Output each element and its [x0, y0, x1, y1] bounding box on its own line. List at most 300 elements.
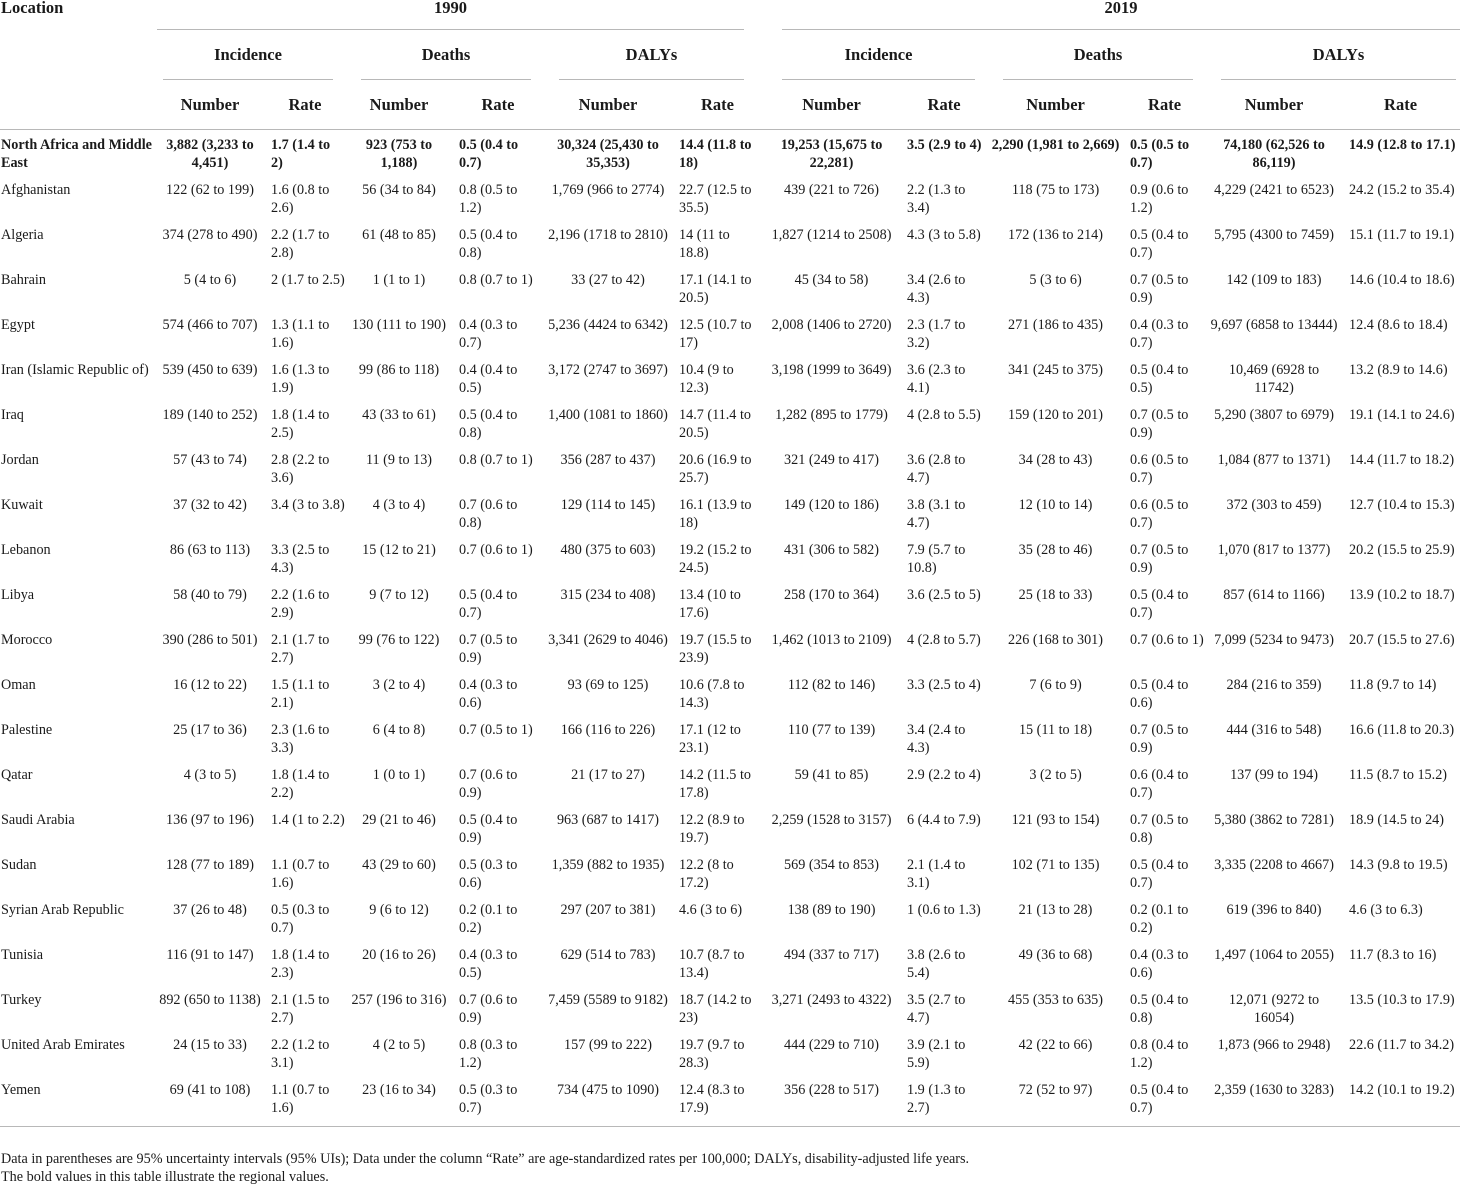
number-cell: 892 (650 to 1138)	[159, 991, 261, 1008]
number-cell: 61 (48 to 85)	[362, 226, 436, 243]
table-row	[0, 715, 1460, 760]
number-cell: 12,071 (9272 to 16054)	[1228, 991, 1320, 1026]
rate-cell: 0.5 (0.3 to 0.7)	[271, 901, 330, 936]
table-row	[0, 310, 1460, 355]
number-cell: 99 (76 to 122)	[358, 631, 440, 648]
number-cell: 574 (466 to 707)	[162, 316, 258, 333]
rate-cell: 14.9 (12.8 to 17.1)	[1349, 137, 1456, 153]
rate-cell: 2.9 (2.2 to 4)	[907, 766, 981, 783]
table-row	[0, 625, 1460, 670]
number-cell: 74,180 (62,526 to 86,119)	[1223, 137, 1325, 171]
rate-cell: 3.4 (2.6 to 4.3)	[907, 271, 966, 306]
number-cell: 539 (450 to 639)	[162, 361, 258, 378]
number-cell: 356 (287 to 437)	[560, 451, 656, 468]
number-cell: 43 (29 to 60)	[362, 856, 436, 873]
number-cell: 23 (16 to 34)	[347, 1075, 451, 1127]
rate-cell: 1.6 (1.3 to 1.9)	[271, 361, 330, 396]
number-cell: 3,172 (2747 to 3697)	[548, 361, 668, 378]
rate-cell: 3.4 (2.4 to 4.3)	[907, 721, 966, 756]
number-cell: 4 (3 to 4)	[372, 496, 426, 513]
rate-cell: 2.1 (1.5 to 2.7)	[271, 991, 330, 1026]
rate-cell: 0.5 (0.4 to 0.9)	[459, 811, 518, 846]
rate-cell: 0.7 (0.5 to 0.8)	[1130, 811, 1189, 846]
rate-cell: 7.9 (5.7 to 10.8)	[907, 541, 966, 576]
rate-cell: 13.9 (10.2 to 18.7)	[1349, 586, 1455, 603]
number-cell: 138 (89 to 190)	[787, 901, 876, 918]
rate-cell: 0.7 (0.5 to 0.9)	[1130, 541, 1189, 576]
year-1990-label: 1990	[157, 0, 744, 30]
rate-cell: 0.9 (0.6 to 1.2)	[1130, 181, 1189, 216]
rate-cell: 14.3 (9.8 to 19.5)	[1349, 856, 1448, 873]
rate-cell: 16.1 (13.9 to 18)	[679, 496, 752, 531]
number-cell: 390 (286 to 501)	[162, 631, 258, 648]
number-cell: 857 (614 to 1166)	[1223, 586, 1325, 603]
rate-cell: 18.9 (14.5 to 24)	[1349, 811, 1445, 828]
number-cell: 5 (4 to 6)	[183, 271, 237, 288]
rate-cell: 13.5 (10.3 to 17.9)	[1349, 991, 1455, 1008]
subheader-number: Number	[764, 80, 899, 130]
number-cell: 1,084 (877 to 1371)	[1217, 451, 1331, 468]
table-body	[0, 130, 1460, 1127]
rate-cell: 10.7 (8.7 to 13.4)	[679, 946, 745, 981]
number-cell: 19,253 (15,675 to 22,281)	[780, 137, 883, 171]
number-cell: 3,335 (2208 to 4667)	[1214, 856, 1334, 873]
number-cell: 734 (475 to 1090)	[545, 1075, 671, 1127]
number-cell: 25 (17 to 36)	[173, 721, 247, 738]
rate-cell: 0.6 (0.5 to 0.7)	[1130, 496, 1189, 531]
rate-cell: 14.6 (10.4 to 18.6)	[1349, 271, 1455, 288]
table-row	[0, 580, 1460, 625]
location-cell: Afghanistan	[1, 181, 71, 198]
number-cell: 99 (86 to 118)	[358, 361, 440, 378]
footnote-line-2: The bold values in this table illustrate the regional values.	[1, 1169, 329, 1185]
number-cell: 137 (99 to 194)	[1230, 766, 1318, 783]
number-cell: 444 (229 to 710)	[784, 1036, 880, 1053]
rate-cell: 12.5 (10.7 to 17)	[679, 316, 752, 351]
number-cell: 356 (228 to 517)	[764, 1075, 899, 1127]
rate-cell: 4 (2.8 to 5.5)	[907, 406, 981, 423]
rate-cell: 1.3 (1.1 to 1.6)	[271, 316, 330, 351]
number-cell: 15 (12 to 21)	[362, 541, 436, 558]
location-cell: Iraq	[1, 406, 24, 423]
number-cell: 172 (136 to 214)	[1008, 226, 1104, 243]
number-cell: 42 (22 to 66)	[1018, 1036, 1093, 1053]
rate-cell: 2.2 (1.6 to 2.9)	[271, 586, 330, 621]
rate-cell: 3.6 (2.3 to 4.1)	[907, 361, 966, 396]
number-cell: 49 (36 to 68)	[1018, 946, 1093, 963]
number-cell: 374 (278 to 490)	[162, 226, 258, 243]
subheader-number: Number	[347, 80, 451, 130]
rate-cell: 11.8 (9.7 to 14)	[1349, 676, 1437, 693]
measure-label: Incidence	[782, 30, 975, 80]
year-header-1990	[157, 0, 764, 30]
number-cell: 619 (396 to 840)	[1226, 901, 1322, 918]
number-cell: 112 (82 to 146)	[787, 676, 876, 693]
measure-header-incidence-1990	[157, 30, 347, 80]
number-cell: 431 (306 to 582)	[784, 541, 880, 558]
rate-cell: 6 (4.4 to 7.9)	[907, 811, 981, 828]
rate-cell: 0.8 (0.5 to 1.2)	[459, 181, 518, 216]
rate-cell: 4.3 (3 to 5.8)	[907, 226, 981, 243]
subheader-number: Number	[1207, 80, 1341, 130]
rate-cell: 10.4 (9 to 12.3)	[679, 361, 734, 396]
year-header-2019	[764, 0, 1460, 30]
measure-label: Deaths	[1003, 30, 1193, 80]
rate-cell: 2.1 (1.7 to 2.7)	[271, 631, 330, 666]
number-cell: 5,380 (3862 to 7281)	[1214, 811, 1334, 828]
number-cell: 21 (17 to 27)	[571, 766, 645, 783]
number-cell: 20 (16 to 26)	[362, 946, 436, 963]
rate-cell: 2.2 (1.3 to 3.4)	[907, 181, 966, 216]
location-cell: Palestine	[1, 721, 53, 738]
number-cell: 1,282 (895 to 1779)	[775, 406, 888, 423]
rate-cell: 0.4 (0.3 to 0.7)	[1130, 316, 1189, 351]
number-cell: 494 (337 to 717)	[784, 946, 880, 963]
location-cell: Turkey	[1, 991, 42, 1008]
number-cell: 12 (10 to 14)	[1018, 496, 1093, 513]
rate-cell: 2.8 (2.2 to 3.6)	[271, 451, 330, 486]
rate-cell: 0.2 (0.1 to 0.2)	[1130, 901, 1189, 936]
rate-cell: 0.6 (0.5 to 0.7)	[1130, 451, 1189, 486]
rate-cell: 0.5 (0.4 to 0.7)	[1130, 226, 1189, 261]
rate-cell: 20.7 (15.5 to 27.6)	[1349, 631, 1455, 648]
number-cell: 69 (41 to 108)	[157, 1075, 263, 1127]
number-cell: 1 (0 to 1)	[372, 766, 426, 783]
rate-cell: 2.2 (1.7 to 2.8)	[271, 226, 330, 261]
table-row	[0, 265, 1460, 310]
rate-cell: 12.2 (8 to 17.2)	[679, 856, 734, 891]
rate-cell: 3.9 (2.1 to 5.9)	[907, 1036, 966, 1071]
rate-cell: 0.7 (0.5 to 1)	[459, 721, 533, 738]
number-cell: 963 (687 to 1417)	[556, 811, 660, 828]
measure-header-dalys-1990	[545, 30, 764, 80]
rate-cell: 0.7 (0.5 to 0.9)	[459, 631, 518, 666]
number-cell: 4 (3 to 5)	[183, 766, 237, 783]
rate-cell: 3.3 (2.5 to 4.3)	[271, 541, 330, 576]
location-cell: Lebanon	[1, 541, 51, 558]
number-cell: 118 (75 to 173)	[1011, 181, 1100, 198]
table-row	[0, 445, 1460, 490]
measure-header-dalys-2019	[1207, 30, 1460, 80]
rate-cell: 1.5 (1.1 to 2.1)	[271, 676, 330, 711]
rate-cell: 1.8 (1.4 to 2.2)	[271, 766, 330, 801]
rate-cell: 3.8 (2.6 to 5.4)	[907, 946, 966, 981]
number-cell: 3,341 (2629 to 4046)	[548, 631, 668, 648]
measure-header-deaths-1990	[347, 30, 545, 80]
subheader-rate: Rate	[1341, 80, 1460, 130]
location-cell: Libya	[1, 586, 35, 603]
number-cell: 142 (109 to 183)	[1226, 271, 1322, 288]
table-row	[0, 1075, 1460, 1127]
number-cell: 1,497 (1064 to 2055)	[1214, 946, 1334, 963]
rate-cell: 1.4 (1 to 2.2)	[271, 811, 345, 828]
number-cell: 5,236 (4424 to 6342)	[548, 316, 668, 333]
rate-cell: 0.5 (0.4 to 0.7)	[1130, 586, 1189, 621]
number-cell: 3 (2 to 4)	[372, 676, 426, 693]
rate-cell: 0.8 (0.4 to 1.2)	[1130, 1036, 1189, 1071]
rate-cell: 3.8 (3.1 to 4.7)	[907, 496, 966, 531]
location-cell: Oman	[1, 676, 36, 693]
number-cell: 159 (120 to 201)	[1008, 406, 1104, 423]
number-cell: 33 (27 to 42)	[571, 271, 645, 288]
number-cell: 1,769 (966 to 2774)	[551, 181, 665, 198]
number-cell: 16 (12 to 22)	[173, 676, 247, 693]
location-cell: Syrian Arab Republic	[1, 901, 124, 918]
number-cell: 86 (63 to 113)	[169, 541, 251, 558]
number-cell: 480 (375 to 603)	[560, 541, 656, 558]
rate-cell: 10.6 (7.8 to 14.3)	[679, 676, 745, 711]
number-cell: 110 (77 to 139)	[787, 721, 876, 738]
location-cell: United Arab Emirates	[1, 1036, 125, 1053]
number-cell: 1 (1 to 1)	[372, 271, 426, 288]
rate-cell: 3.5 (2.9 to 4)	[907, 137, 982, 153]
subheader-number: Number	[545, 80, 671, 130]
number-cell: 122 (62 to 199)	[166, 181, 254, 198]
number-cell: 149 (120 to 186)	[784, 496, 880, 513]
number-cell: 37 (26 to 48)	[173, 901, 247, 918]
number-cell: 3,271 (2493 to 4322)	[771, 991, 892, 1008]
rate-cell: 0.7 (0.6 to 1)	[459, 541, 533, 558]
number-cell: 43 (33 to 61)	[362, 406, 436, 423]
subheader-number: Number	[989, 80, 1122, 130]
table-row	[0, 355, 1460, 400]
number-cell: 7,099 (5234 to 9473)	[1214, 631, 1334, 648]
rate-cell: 0.4 (0.3 to 0.7)	[459, 316, 518, 351]
rate-cell: 13.4 (10 to 17.6)	[679, 586, 741, 621]
number-cell: 116 (91 to 147)	[166, 946, 254, 963]
rate-cell: 1.6 (0.8 to 2.6)	[271, 181, 330, 216]
number-cell: 1,400 (1081 to 1860)	[548, 406, 668, 423]
number-cell: 37 (32 to 42)	[173, 496, 247, 513]
number-cell: 9,697 (6858 to 13444)	[1210, 316, 1338, 333]
subheader-rate: Rate	[263, 80, 347, 130]
rate-cell: 3.5 (2.7 to 4.7)	[907, 991, 966, 1026]
rate-cell: 20.2 (15.5 to 25.9)	[1349, 541, 1455, 558]
rate-cell: 19.7 (15.5 to 23.9)	[679, 631, 752, 666]
number-cell: 9 (7 to 12)	[369, 586, 429, 603]
rate-cell: 0.4 (0.3 to 0.6)	[459, 676, 518, 711]
location-cell: Kuwait	[1, 496, 43, 513]
number-cell: 166 (116 to 226)	[560, 721, 656, 738]
rate-cell: 1 (0.6 to 1.3)	[907, 901, 981, 918]
rate-cell: 14.2 (10.1 to 19.2)	[1341, 1075, 1460, 1127]
number-cell: 321 (249 to 417)	[784, 451, 880, 468]
rate-cell: 22.7 (12.5 to 35.5)	[679, 181, 752, 216]
rate-cell: 12.7 (10.4 to 15.3)	[1349, 496, 1455, 513]
rate-cell: 0.5 (0.3 to 0.7)	[451, 1075, 545, 1127]
number-cell: 258 (170 to 364)	[784, 586, 880, 603]
location-cell: Egypt	[1, 316, 35, 333]
location-cell: Jordan	[1, 451, 39, 468]
rate-cell: 2.3 (1.7 to 3.2)	[907, 316, 966, 351]
table-row	[0, 400, 1460, 445]
rate-cell: 17.1 (14.1 to 20.5)	[679, 271, 752, 306]
rate-cell: 1.7 (1.4 to 2)	[271, 137, 331, 171]
footnote-line-1: Data in parentheses are 95% uncertainty intervals (95% UIs); Data under the column “Rate” are age-standardized rates per 100,000; DALYs, disability-adjusted life years.	[1, 1151, 970, 1167]
rate-cell: 3.3 (2.5 to 4)	[907, 676, 981, 693]
number-cell: 439 (221 to 726)	[784, 181, 880, 198]
rate-cell: 0.7 (0.6 to 0.9)	[459, 991, 518, 1026]
table-row	[0, 850, 1460, 895]
number-cell: 297 (207 to 381)	[560, 901, 656, 918]
number-cell: 5,290 (3807 to 6979)	[1214, 406, 1334, 423]
number-cell: 6 (4 to 8)	[372, 721, 426, 738]
rate-cell: 14.7 (11.4 to 20.5)	[679, 406, 751, 441]
number-cell: 59 (41 to 85)	[794, 766, 869, 783]
rate-cell: 0.8 (0.3 to 1.2)	[459, 1036, 518, 1071]
number-cell: 315 (234 to 408)	[560, 586, 656, 603]
rate-cell: 0.7 (0.5 to 0.9)	[1130, 721, 1189, 756]
number-cell: 128 (77 to 189)	[166, 856, 254, 873]
subheader-rate: Rate	[671, 80, 764, 130]
measure-header-incidence-2019	[764, 30, 989, 80]
rate-cell: 1.8 (1.4 to 2.5)	[271, 406, 330, 441]
number-cell: 5 (3 to 6)	[1029, 271, 1082, 288]
rate-cell: 22.6 (11.7 to 34.2)	[1349, 1036, 1455, 1053]
number-cell: 29 (21 to 46)	[362, 811, 436, 828]
number-cell: 30,324 (25,430 to 35,353)	[557, 137, 659, 171]
number-cell: 1,070 (817 to 1377)	[1217, 541, 1331, 558]
number-cell: 629 (514 to 783)	[560, 946, 656, 963]
rate-cell: 1.1 (0.7 to 1.6)	[271, 856, 330, 891]
rate-cell: 19.1 (14.1 to 24.6)	[1349, 406, 1455, 423]
rate-cell: 2.2 (1.2 to 3.1)	[271, 1036, 330, 1071]
number-cell: 3,198 (1999 to 3649)	[771, 361, 892, 378]
rate-cell: 14 (11 to 18.8)	[679, 226, 730, 261]
number-cell: 136 (97 to 196)	[166, 811, 254, 828]
measure-label: Deaths	[361, 30, 531, 80]
number-cell: 121 (93 to 154)	[1011, 811, 1100, 828]
number-cell: 25 (18 to 33)	[1018, 586, 1093, 603]
rate-cell: 0.4 (0.3 to 0.5)	[459, 946, 518, 981]
rate-cell: 3.4 (3 to 3.8)	[271, 496, 345, 513]
rate-cell: 3.6 (2.8 to 4.7)	[907, 451, 966, 486]
rate-cell: 0.6 (0.4 to 0.7)	[1130, 766, 1189, 801]
number-cell: 257 (196 to 316)	[351, 991, 447, 1008]
measure-header-deaths-2019	[989, 30, 1207, 80]
number-cell: 24 (15 to 33)	[173, 1036, 247, 1053]
rate-cell: 12.2 (8.9 to 19.7)	[679, 811, 745, 846]
number-cell: 15 (11 to 18)	[1018, 721, 1093, 738]
rate-cell: 2 (1.7 to 2.5)	[271, 271, 345, 288]
number-cell: 189 (140 to 252)	[162, 406, 258, 423]
rate-cell: 0.5 (0.4 to 0.5)	[1130, 361, 1189, 396]
table-row	[0, 220, 1460, 265]
number-cell: 5,795 (4300 to 7459)	[1214, 226, 1334, 243]
blank-header-cell	[0, 30, 157, 80]
rate-cell: 0.8 (0.7 to 1)	[459, 451, 533, 468]
subheader-rate: Rate	[451, 80, 545, 130]
location-cell: Iran (Islamic Republic of)	[1, 361, 149, 378]
table-row	[0, 760, 1460, 805]
number-cell: 1,359 (882 to 1935)	[551, 856, 665, 873]
location-cell: Saudi Arabia	[1, 811, 75, 828]
number-cell: 271 (186 to 435)	[1008, 316, 1104, 333]
location-cell: Yemen	[0, 1075, 157, 1127]
rate-cell: 4 (2.8 to 5.7)	[907, 631, 981, 648]
table-row	[0, 1030, 1460, 1075]
table-footnote	[1, 1150, 1456, 1186]
location-header: Location	[1, 0, 64, 17]
number-cell: 35 (28 to 46)	[1018, 541, 1093, 558]
number-cell: 923 (753 to 1,188)	[365, 137, 433, 171]
number-cell: 58 (40 to 79)	[173, 586, 247, 603]
number-cell: 455 (353 to 635)	[1008, 991, 1104, 1008]
rate-cell: 13.2 (8.9 to 14.6)	[1349, 361, 1448, 378]
rate-cell: 4.6 (3 to 6)	[679, 901, 743, 918]
number-cell: 2,290 (1,981 to 2,669)	[991, 137, 1120, 153]
rate-cell: 0.5 (0.4 to 0.7)	[1130, 856, 1189, 891]
rate-cell: 0.5 (0.5 to 0.7)	[1130, 137, 1190, 171]
number-cell: 372 (303 to 459)	[1226, 496, 1322, 513]
measure-label: Incidence	[163, 30, 333, 80]
number-cell: 3 (2 to 5)	[1029, 766, 1082, 783]
rate-cell: 2.3 (1.6 to 3.3)	[271, 721, 330, 756]
table-row	[0, 670, 1460, 715]
rate-cell: 14.4 (11.7 to 18.2)	[1349, 451, 1455, 468]
number-cell: 341 (245 to 375)	[1008, 361, 1104, 378]
number-cell: 129 (114 to 145)	[560, 496, 656, 513]
location-cell: Algeria	[1, 226, 44, 243]
rate-cell: 0.7 (0.6 to 0.8)	[459, 496, 518, 531]
rate-cell: 3.6 (2.5 to 5)	[907, 586, 981, 603]
location-cell: Tunisia	[1, 946, 44, 963]
location-cell: Qatar	[1, 766, 33, 783]
rate-cell: 14.4 (11.8 to 18)	[679, 137, 752, 171]
number-cell: 1,462 (1013 to 2109)	[771, 631, 892, 648]
rate-cell: 1.1 (0.7 to 1.6)	[263, 1075, 347, 1127]
blank-header-cell	[0, 80, 157, 130]
rate-cell: 11.7 (8.3 to 16)	[1349, 946, 1437, 963]
table-row	[0, 490, 1460, 535]
number-cell: 2,259 (1528 to 3157)	[771, 811, 892, 828]
rate-cell: 12.4 (8.3 to 17.9)	[671, 1075, 764, 1127]
number-cell: 11 (9 to 13)	[365, 451, 433, 468]
number-cell: 102 (71 to 135)	[1011, 856, 1100, 873]
rate-cell: 0.7 (0.6 to 1)	[1130, 631, 1204, 648]
rate-cell: 15.1 (11.7 to 19.1)	[1349, 226, 1455, 243]
number-cell: 93 (69 to 125)	[567, 676, 649, 693]
number-cell: 34 (28 to 43)	[1018, 451, 1093, 468]
rate-cell: 24.2 (15.2 to 35.4)	[1349, 181, 1455, 198]
rate-cell: 0.5 (0.4 to 0.7)	[459, 586, 518, 621]
subheader-row	[0, 80, 1460, 130]
number-cell: 57 (43 to 74)	[173, 451, 247, 468]
year-2019-label: 2019	[782, 0, 1460, 30]
number-cell: 4,229 (2421 to 6523)	[1214, 181, 1334, 198]
rate-cell: 1.9 (1.3 to 2.7)	[899, 1075, 989, 1127]
rate-cell: 0.5 (0.4 to 0.8)	[459, 406, 518, 441]
number-cell: 72 (52 to 97)	[989, 1075, 1122, 1127]
number-cell: 7 (6 to 9)	[1029, 676, 1082, 693]
location-cell: Bahrain	[1, 271, 46, 288]
number-cell: 130 (111 to 190)	[352, 316, 446, 333]
rate-cell: 11.5 (8.7 to 15.2)	[1349, 766, 1448, 783]
number-cell: 2,008 (1406 to 2720)	[771, 316, 892, 333]
measure-label: DALYs	[1221, 30, 1456, 80]
number-cell: 7,459 (5589 to 9182)	[548, 991, 668, 1008]
rate-cell: 0.5 (0.4 to 0.7)	[1122, 1075, 1207, 1127]
rate-cell: 0.4 (0.3 to 0.6)	[1130, 946, 1189, 981]
number-cell: 45 (34 to 58)	[794, 271, 869, 288]
rate-cell: 0.8 (0.7 to 1)	[459, 271, 533, 288]
number-cell: 3,882 (3,233 to 4,451)	[166, 137, 254, 171]
rate-cell: 20.6 (16.9 to 25.7)	[679, 451, 752, 486]
number-cell: 2,196 (1718 to 2810)	[548, 226, 668, 243]
location-cell: North Africa and Middle East	[1, 137, 152, 171]
number-cell: 226 (168 to 301)	[1008, 631, 1104, 648]
table-row	[0, 895, 1460, 940]
